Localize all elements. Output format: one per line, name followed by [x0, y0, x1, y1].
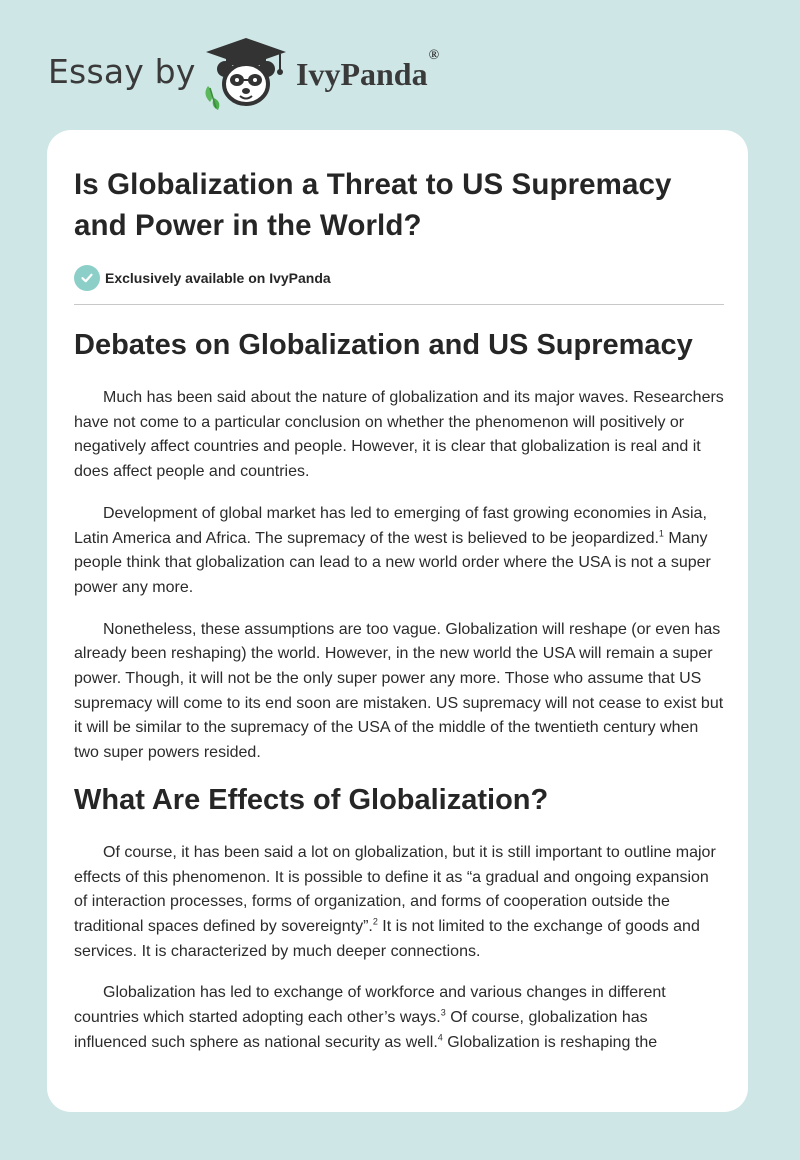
essay-by-text: Essay by: [48, 52, 196, 91]
paragraph: Development of global market has led to emerging of fast growing economies in Asia, Latin America and Africa. The supremacy of the west is believed to be jeopardized.$^1$ Many people think that globalization can lead to a new world order where the USA is not a super power any more.: [74, 504, 711, 596]
footnote-ref[interactable]: 3: [440, 1007, 446, 1018]
footnote-ref[interactable]: 1: [658, 528, 664, 539]
check-icon: [74, 265, 100, 291]
paragraph: Of course, it has been said a lot on globalization, but it is still important to outline major effects of this phenomenon. It is possible to define it as “a gradual and ongoing expansion of interaction processes, forms of organization, and forms of cooperation outside the traditional spaces defined by sovereignty”.$^2$ It is not limited to the exchange of goods and services. It is characterized by much deeper connections.: [74, 843, 716, 960]
divider: [74, 304, 724, 305]
panda-logo-icon[interactable]: [200, 36, 292, 110]
essay-card: [47, 130, 748, 1112]
exclusive-badge: [74, 265, 724, 291]
paragraph: Much has been said about the nature of globalization and its major waves. Researchers have not come to a particular conclusion on whether the phenomenon will positively or negatively affect countries and people. However, it is clear that globalization is real and it does affect people and countries.: [74, 389, 724, 481]
exclusive-label: Exclusively available on IvyPanda: [105, 270, 331, 286]
essay-title: Is Globalization a Threat to US Supremacy and Power in the World?: [74, 168, 672, 242]
registered-mark: ®: [428, 48, 440, 64]
brand-name[interactable]: IvyPanda®: [296, 48, 440, 92]
paragraph: Globalization has led to exchange of workforce and various changes in different countries which started adopting each other’s ways.$^3$ Of course, globalization has influenced such sphere as national security as well.$^4$ Globalization is reshaping the: [74, 984, 666, 1051]
footnote-ref[interactable]: 2: [372, 916, 378, 927]
site-header: [0, 0, 800, 130]
essay-content: [74, 164, 724, 1055]
footnote-ref[interactable]: 4: [437, 1032, 443, 1043]
paragraph: Nonetheless, these assumptions are too vague. Globalization will reshape (or even has already been reshaping) the world. However, in the new world the USA will remain a super power. Though, it will not be the only super power any more. Those who assume that US supremacy will come to its end soon are mistaken. US supremacy will not cease to exist but it will be similar to the supremacy of the USA of the middle of the twentieth century when two super powers resided.: [74, 620, 724, 762]
section-heading: What Are Effects of Globalization?: [74, 783, 549, 816]
section-heading: Debates on Globalization and US Supremacy: [74, 329, 693, 361]
